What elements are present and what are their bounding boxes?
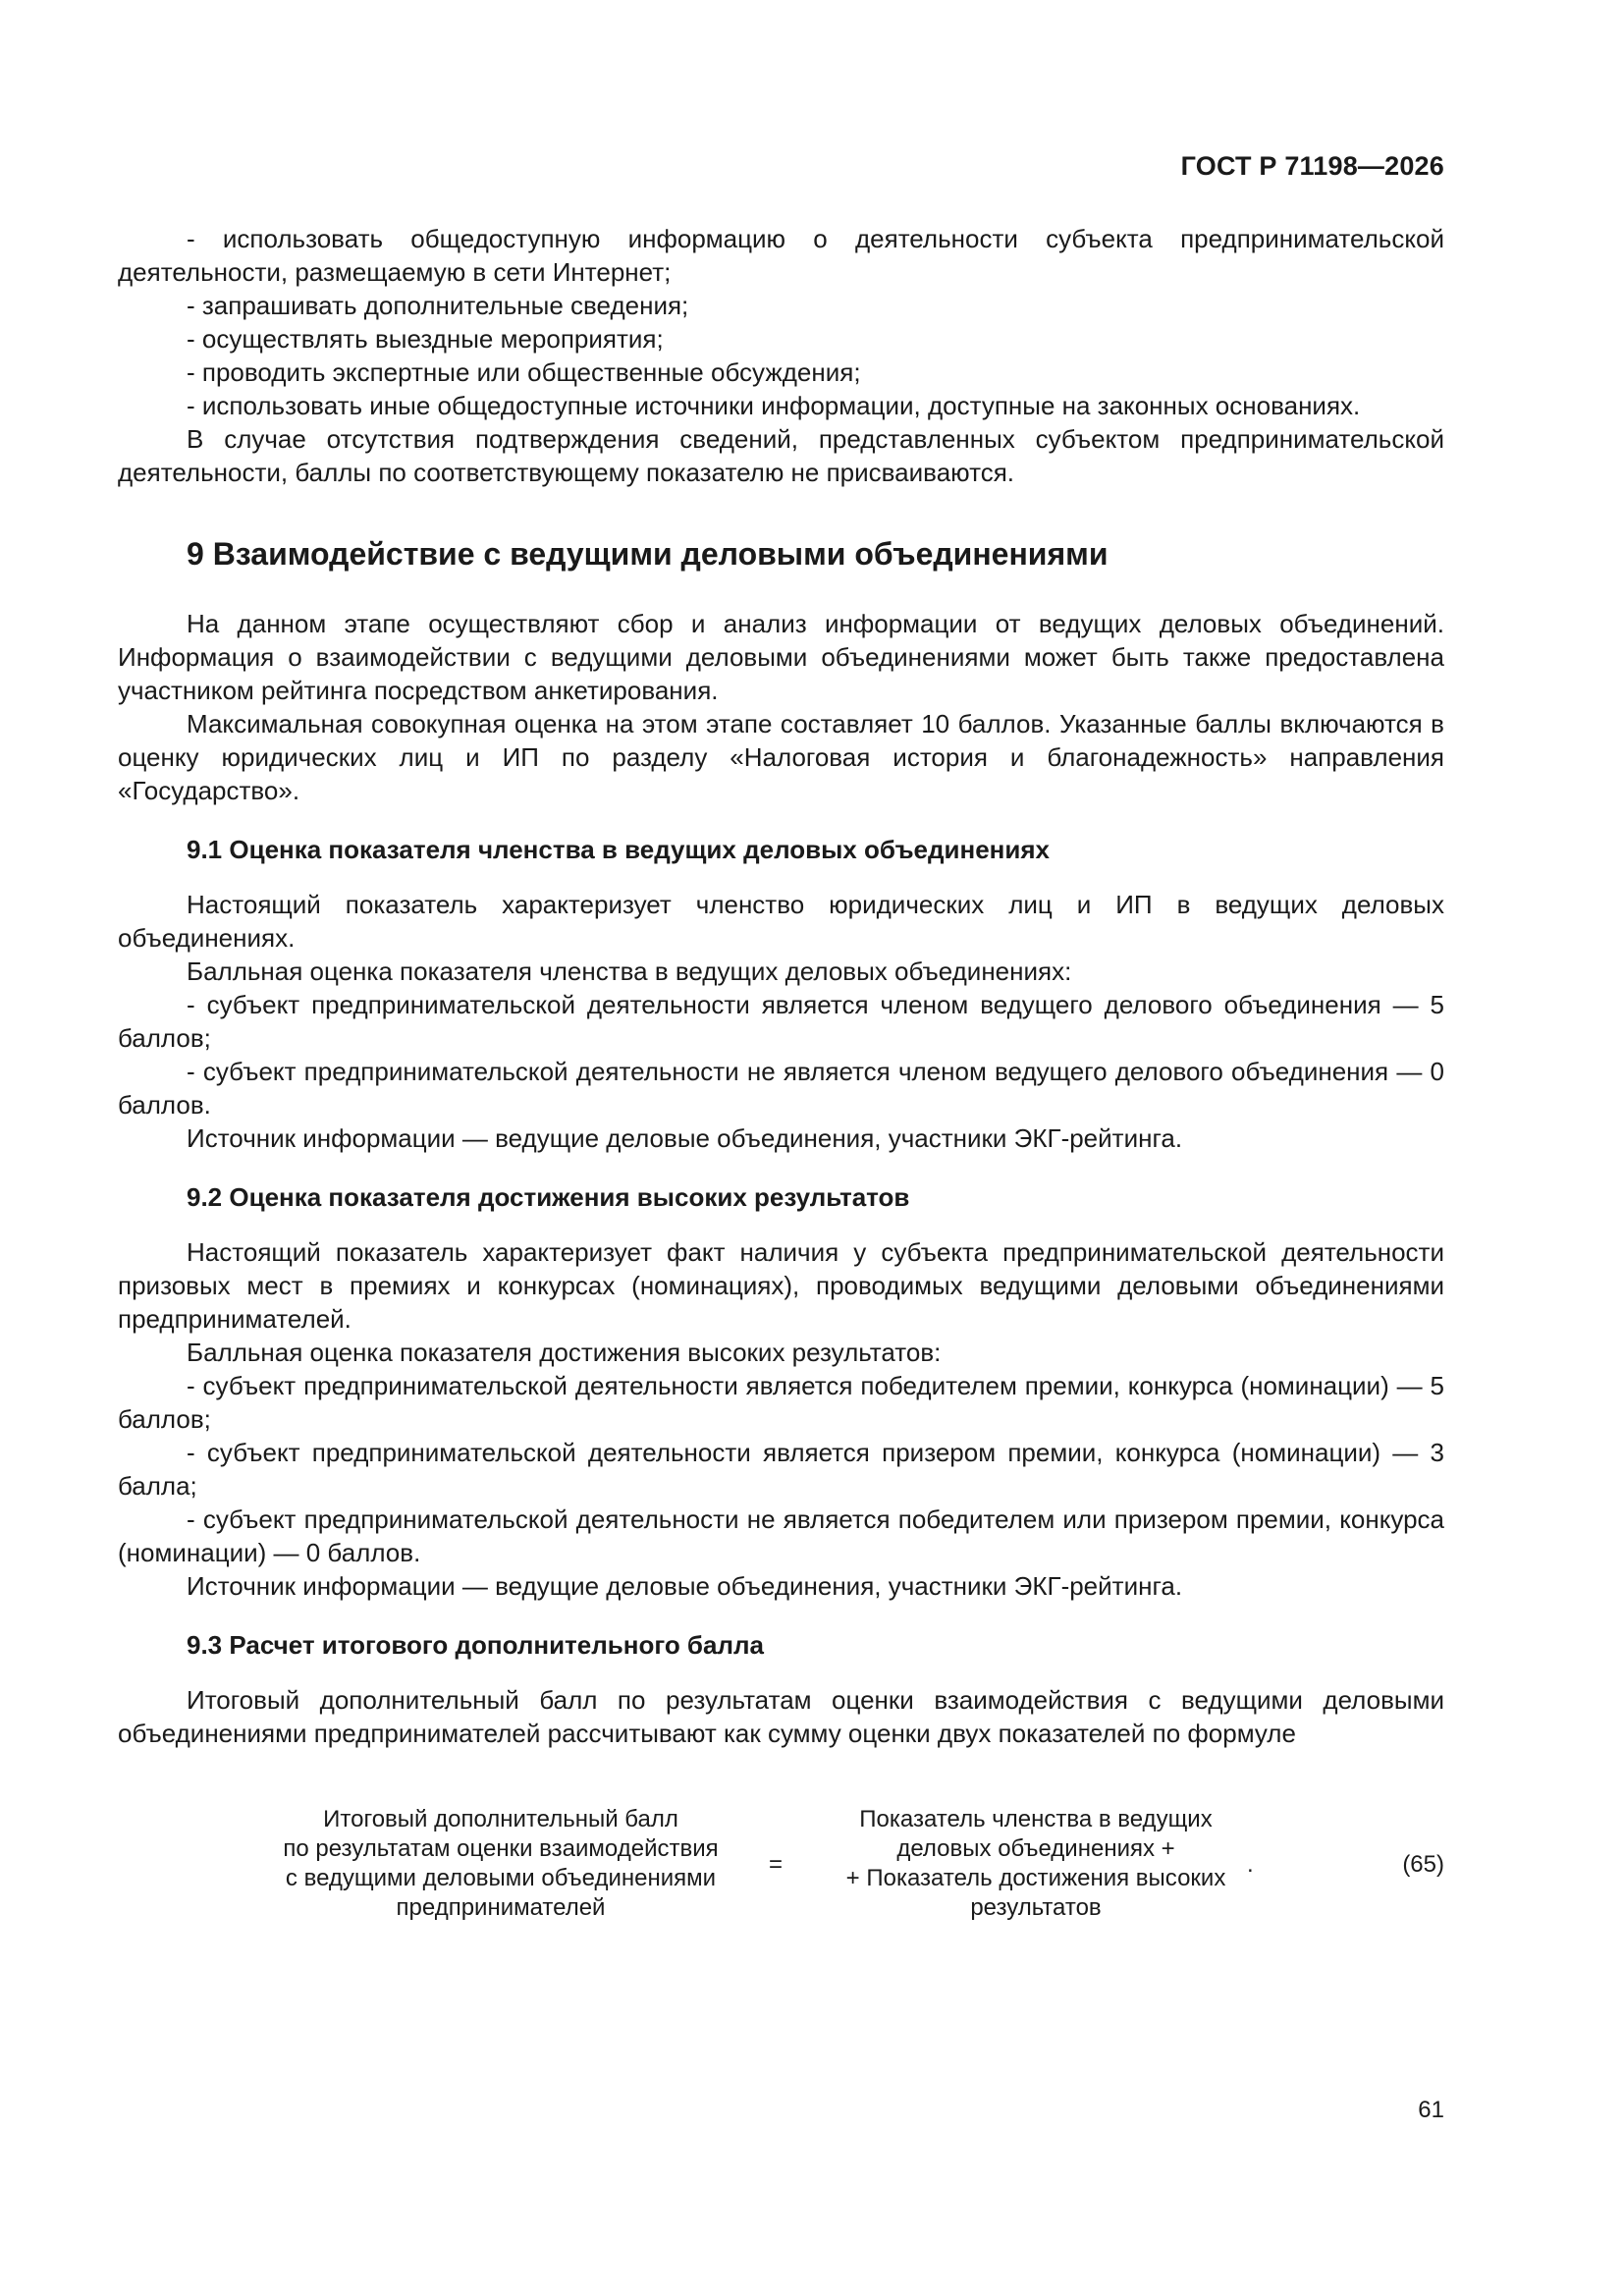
formula-equals-sign: = [768, 1851, 783, 1878]
formula-right-line: результатов [970, 1894, 1102, 1921]
section-9-1-paragraph: Балльная оценка показателя членства в ведущих деловых объединениях: [187, 957, 1072, 986]
section-9-paragraph: Максимальная совокупная оценка на этом этапе составляет 10 баллов. Указанные баллы включаются в оценку юридических лиц и ИП по разделу «Налоговая история и благонадежность» направления «Государство». [118, 709, 1444, 805]
formula-left-line: с ведущими деловыми объединениями [285, 1865, 717, 1891]
formula-terminal-dot: . [1247, 1851, 1254, 1878]
formula-left-side [255, 1805, 746, 1923]
intro-list-item: - проводить экспертные или общественные обсуждения; [187, 357, 861, 387]
section-9-2-heading: 9.2 Оценка показателя достижения высоких результатов [187, 1182, 910, 1212]
section-9-1-list-item: - субъект предпринимательской деятельности является членом ведущего делового объединения — 5 баллов; [118, 990, 1444, 1053]
intro-note: В случае отсутствия подтверждения сведений, представленных субъектом предпринимательской деятельности, баллы по соответствующему показателю не присваиваются. [118, 424, 1444, 487]
formula-left-line: по результатам оценки взаимодействия [283, 1835, 719, 1862]
section-9-2-list-item: - субъект предпринимательской деятельности является победителем премии, конкурса (номинации) — 5 баллов; [118, 1371, 1444, 1434]
section-9-1-source: Источник информации — ведущие деловые объединения, участники ЭКГ-рейтинга. [187, 1123, 1183, 1153]
formula-right-line: Показатель членства в ведущих [859, 1806, 1213, 1832]
section-9-1-paragraph: Настоящий показатель характеризует членство юридических лиц и ИП в ведущих деловых объединениях. [118, 890, 1444, 953]
section-9-2-list-item: - субъект предпринимательской деятельности не является победителем или призером премии, конкурса (номинации) — 0 баллов. [118, 1504, 1444, 1567]
section-9-paragraph: На данном этапе осуществляют сбор и анализ информации от ведущих деловых объединений. Информация о взаимодействии с ведущими деловыми объединениями может быть также предоставлена участником рейтинга посредством анкетирования. [118, 609, 1444, 705]
formula-left-line: Итоговый дополнительный балл [323, 1806, 678, 1832]
section-9-2-paragraph: Балльная оценка показателя достижения высоких результатов: [187, 1338, 942, 1367]
document-id-header: ГОСТ Р 71198—2026 [1180, 151, 1444, 181]
formula-right-side [795, 1805, 1276, 1923]
section-9-2-source: Источник информации — ведущие деловые объединения, участники ЭКГ-рейтинга. [187, 1571, 1183, 1601]
page-number: 61 [1418, 2097, 1444, 2123]
section-9-2-list-item: - субъект предпринимательской деятельности является призером премии, конкурса (номинации) — 3 балла; [118, 1438, 1444, 1501]
section-9-heading: 9 Взаимодействие с ведущими деловыми объединениями [187, 536, 1109, 572]
formula-65 [118, 1805, 1444, 1933]
formula-right-line: деловых объединениях + [896, 1835, 1175, 1862]
intro-list-item: - использовать общедоступную информацию о деятельности субъекта предпринимательской деятельности, размещаемую в сети Интернет; [118, 224, 1444, 287]
intro-list-item: - запрашивать дополнительные сведения; [187, 291, 689, 320]
intro-list-item: - использовать иные общедоступные источники информации, доступные на законных основаниях. [187, 391, 1361, 420]
section-9-3-paragraph: Итоговый дополнительный балл по результатам оценки взаимодействия с ведущими деловыми объединениями предпринимателей рассчитывают как сумму оценки двух показателей по формуле [118, 1685, 1444, 1748]
section-9-2-paragraph: Настоящий показатель характеризует факт наличия у субъекта предпринимательской деятельности призовых мест в премиях и конкурсах (номинациях), проводимых ведущими деловыми объединениями предпринимателей. [118, 1237, 1444, 1334]
section-9-1-heading: 9.1 Оценка показателя членства в ведущих деловых объединениях [187, 835, 1050, 864]
formula-number: (65) [1402, 1851, 1444, 1878]
intro-list-item: - осуществлять выездные мероприятия; [187, 324, 664, 354]
section-9-1-list-item: - субъект предпринимательской деятельности не является членом ведущего делового объединения — 0 баллов. [118, 1057, 1444, 1120]
formula-right-line: + Показатель достижения высоких [845, 1865, 1226, 1891]
section-9-3-heading: 9.3 Расчет итогового дополнительного балла [187, 1630, 764, 1660]
page-content [118, 222, 1444, 1933]
formula-left-line: предпринимателей [396, 1894, 606, 1921]
